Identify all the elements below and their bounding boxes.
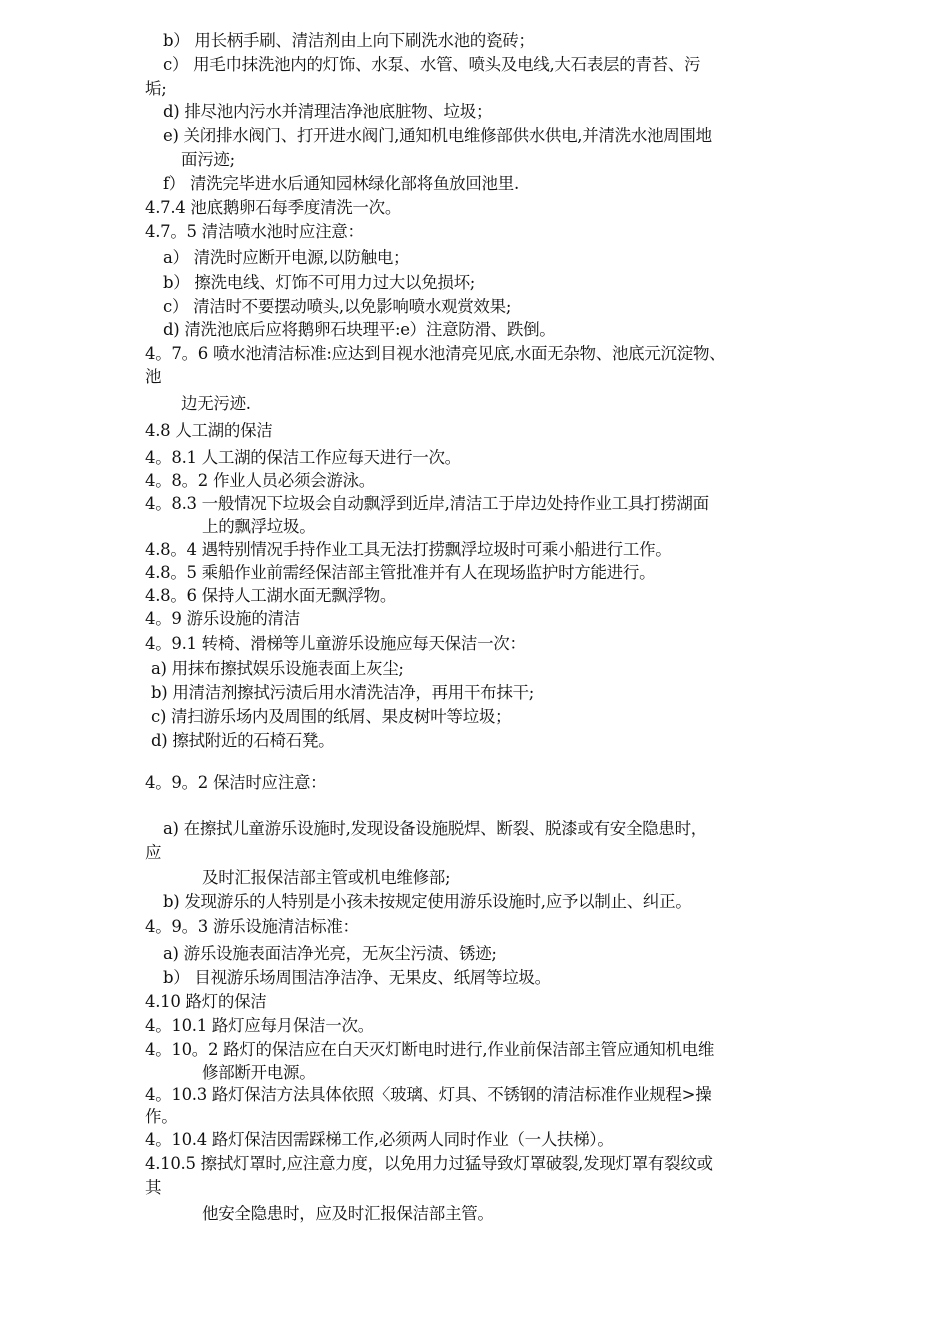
text-line: a) 用抹布擦拭娱乐设施表面上灰尘; — [151, 659, 404, 678]
text-line: b） 目视游乐场周围洁净洁净、无果皮、纸屑等垃圾。 — [163, 968, 551, 987]
text-line: 垢; — [145, 79, 167, 98]
text-line: 4.10.5 擦拭灯罩时,应注意力度，以免用力过猛导致灯罩破裂,发现灯罩有裂纹或 — [145, 1154, 713, 1173]
text-line: c) 清扫游乐场内及周围的纸屑、果皮树叶等垃圾； — [151, 707, 512, 726]
text-line: 4.8。6 保持人工湖水面无飘浮物。 — [145, 586, 397, 605]
text-line: 4。8.3 一般情况下垃圾会自动飘浮到近岸,清洁工于岸边处持作业工具打捞湖面 — [145, 494, 709, 513]
text-line: 4。7。6 喷水池清洁标准:应达到目视水池清亮见底,水面无杂物、池底元沉淀物、 — [145, 344, 726, 363]
text-line: b） 用长柄手刷、清洁剂由上向下刷洗水池的瓷砖； — [163, 31, 535, 50]
text-line: c） 用毛巾抹洗池内的灯饰、水泵、水管、喷头及电线,大石表层的青苔、污 — [163, 55, 701, 74]
text-line: b） 擦洗电线、灯饰不可用力过大以免损坏; — [163, 273, 476, 292]
text-line: a) 游乐设施表面洁净光亮，无灰尘污渍、锈迹; — [163, 944, 497, 963]
text-line: 面污迹; — [181, 150, 235, 169]
section-heading: 4.8 人工湖的保洁 — [145, 421, 273, 440]
text-line: d) 擦拭附近的石椅石凳。 — [151, 731, 335, 750]
text-line: 4。9.1 转椅、滑梯等儿童游乐设施应每天保洁一次： — [145, 634, 526, 653]
text-line: 4.7。5 清洁喷水池时应注意： — [145, 222, 364, 241]
text-line: 作。 — [145, 1107, 178, 1126]
text-line: b) 用清洁剂擦拭污渍后用水清洗洁净，再用干布抹干; — [151, 683, 535, 702]
text-line: 4。10。2 路灯的保洁应在白天灭灯断电时进行,作业前保洁部主管应通知机电维 — [145, 1040, 715, 1059]
text-line: d) 排尽池内污水并清理洁净池底脏物、垃圾； — [163, 102, 493, 121]
text-line: b) 发现游乐的人特别是小孩未按规定使用游乐设施时,应予以制止、纠正。 — [163, 892, 692, 911]
text-line: 4。10.4 路灯保洁因需踩梯工作,必须两人同时作业（一人扶梯）。 — [145, 1130, 614, 1149]
text-line: 边无污迹. — [181, 394, 251, 413]
text-line: e) 关闭排水阀门、打开进水阀门,通知机电维修部供水供电,并清洗水池周围地 — [163, 126, 712, 145]
text-line: 及时汇报保洁部主管或机电维修部; — [202, 868, 451, 887]
text-line: 他安全隐患时，应及时汇报保洁部主管。 — [202, 1204, 494, 1223]
text-line: 4.7.4 池底鹅卵石每季度清洗一次。 — [145, 198, 402, 217]
text-line: c） 清洁时不要摆动喷头,以免影响喷水观赏效果; — [163, 297, 512, 316]
section-heading: 4。9 游乐设施的清洁 — [145, 609, 300, 628]
text-line: 4。9。3 游乐设施清洁标准： — [145, 917, 359, 936]
text-line: 池 — [145, 367, 162, 386]
text-line: 4。10.1 路灯应每月保洁一次。 — [145, 1016, 374, 1035]
text-line: 其 — [145, 1178, 162, 1197]
text-line: 4。8。2 作业人员必须会游泳。 — [145, 471, 375, 490]
text-line: d) 清洗池底后应将鹅卵石块理平:e）注意防滑、跌倒。 — [163, 320, 556, 339]
text-line: 修部断开电源。 — [202, 1063, 316, 1082]
text-line: 4。8.1 人工湖的保洁工作应每天进行一次。 — [145, 448, 461, 467]
text-line: 上的飘浮垃圾。 — [202, 517, 316, 536]
text-line: a) 在擦拭儿童游乐设施时,发现设备设施脱焊、断裂、脱漆或有安全隐患时， — [163, 819, 707, 838]
text-line: 4。9。2 保洁时应注意： — [145, 773, 327, 792]
section-heading: 4.10 路灯的保洁 — [145, 992, 267, 1011]
text-line: 4.8。5 乘船作业前需经保洁部主管批准并有人在现场监护时方能进行。 — [145, 563, 656, 582]
text-line: 4.8。4 遇特别情况手持作业工具无法打捞飘浮垃圾时可乘小船进行工作。 — [145, 540, 672, 559]
text-line: 4。10.3 路灯保洁方法具体依照〈玻璃、灯具、不锈钢的清洁标准作业规程>操 — [145, 1085, 712, 1104]
text-line: 应 — [145, 843, 162, 862]
text-line: f） 清洗完毕进水后通知园林绿化部将鱼放回池里. — [163, 174, 519, 193]
text-line: a） 清洗时应断开电源,以防触电； — [163, 248, 410, 267]
